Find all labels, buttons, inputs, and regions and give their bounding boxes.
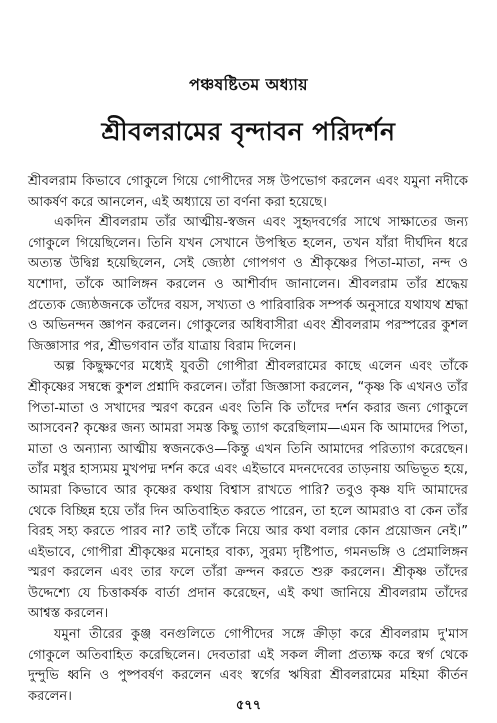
- paragraph-pastimes: যমুনা তীরের কুঞ্জ বনগুলিতে গোপীদের সঙ্গে ক্রীড়া করে শ্রীবলরাম দু'মাস গোকুলে অতিবাহিত করেছিলেন। দেবতারা এই সকল লীলা প্রত্যক্ষ করে স্বর্গ থেকে দুন্দুভি ধ্বনি ও পুষ্পবর্ষণ করলেন এবং স্বর্গের ঋষিরা শ্রীবলরামের মহিমা কীর্তন করলেন।: [28, 627, 468, 704]
- chapter-label: পঞ্চষষ্টিতম অধ্যায়: [189, 75, 308, 94]
- paragraph-arrival: একদিন শ্রীবলরাম তাঁর আত্মীয়-স্বজন এবং সুহৃদবর্গের সাথে সাক্ষাতের জন্য গোকুলে গিয়েছিলেন। তিনি যখন সেখানে উপস্থিত হলেন, তখন যাঁরা দীর্ঘদিন ধরে অত্যন্ত উদ্বিগ্ন হয়েছিলেন, সেই জ্যেষ্ঠা গোপগণ ও শ্রীকৃষ্ণের পিতা-মাতা, নন্দ ও যশোদা, তাঁকে আলিঙ্গন করলেন ও আশীর্বাদ জানালেন। শ্রীবলরাম তাঁর শ্রদ্ধেয় প্রত্যেক জ্যেষ্ঠজনকে তাঁদের বয়স, সখ্যতা ও পারিবারিক সম্পর্ক অনুসারে যথাযথ শ্রদ্ধা ও অভিনন্দন জ্ঞাপন করলেন। গোকুলের অধিবাসীরা এবং শ্রীবলরাম পরস্পরের কুশল জিজ্ঞাসার পর, শ্রীভগবান তাঁর যাত্রায় বিরাম দিলেন।: [28, 215, 468, 354]
- chapter-summary: [28, 172, 468, 707]
- chapter-title: শ্রীবলরামের বৃন্দাবন পরিদর্শন: [101, 117, 396, 146]
- paragraph-gopis: অল্প কিছুক্ষণের মধ্যেই যুবতী গোপীরা শ্রীবলরামের কাছে এলেন এবং তাঁকে শ্রীকৃষ্ণের সম্বন্ধে কুশল প্রশ্নাদি করলেন। তাঁরা জিজ্ঞাসা করলেন, “কৃষ্ণ কি এখনও তাঁর পিতা-মাতা ও সখাদের স্মরণ করেন এবং তিনি কি তাঁদের দর্শন করার জন্য গোকুলে আসবেন? কৃষ্ণের জন্য আমরা সমস্ত কিছু ত্যাগ করেছিলাম—এমন কি আমাদের পিতা, মাতা ও অন্যান্য আত্মীয় স্বজনকেও—কিন্তু এখন তিনি আমাদের পরিত্যাগ করেছেন। তাঁর মধুর হাস্যময় মুখপদ্ম দর্শন করে এবং এইভাবে মদনদেবের তাড়নায় অভিভূত হয়ে, আমরা কিভাবে আর কৃষ্ণের কথায় বিশ্বাস রাখতে পারি? তবুও কৃষ্ণ যদি আমাদের থেকে বিচ্ছিন্ন হয়ে তাঁর দিন অতিবাহিত করতে পারেন, তা হলে আমরাও বা কেন তাঁর বিরহ সহ্য করতে পারব না? তাই তাঁকে নিয়ে আর কথা বলার কোন প্রয়োজন নেই।” এইভাবে, গোপীরা শ্রীকৃষ্ণের মনোহর বাক্য, সুরম্য দৃষ্টিপাত, গমনভঙ্গি ও প্রেমালিঙ্গন স্মরণ করলেন এবং তার ফলে তাঁরা ক্রন্দন করতে শুরু করলেন। শ্রীকৃষ্ণ তাঁদের উদ্দেশ্যে যে চিত্তাকর্ষক বার্তা প্রদান করেছেন, এই কথা জানিয়ে শ্রীবলরাম তাঁদের আশ্বস্ত করলেন।: [28, 359, 468, 622]
- page-number: ৫৭৭: [235, 698, 262, 713]
- paragraph-intro: শ্রীবলরাম কিভাবে গোকুলে গিয়ে গোপীদের সঙ্গ উপভোগ করলেন এবং যমুনা নদীকে আকর্ষণ করে আনলেন, এই অধ্যায়ে তা বর্ণনা করা হয়েছে।: [28, 174, 468, 210]
